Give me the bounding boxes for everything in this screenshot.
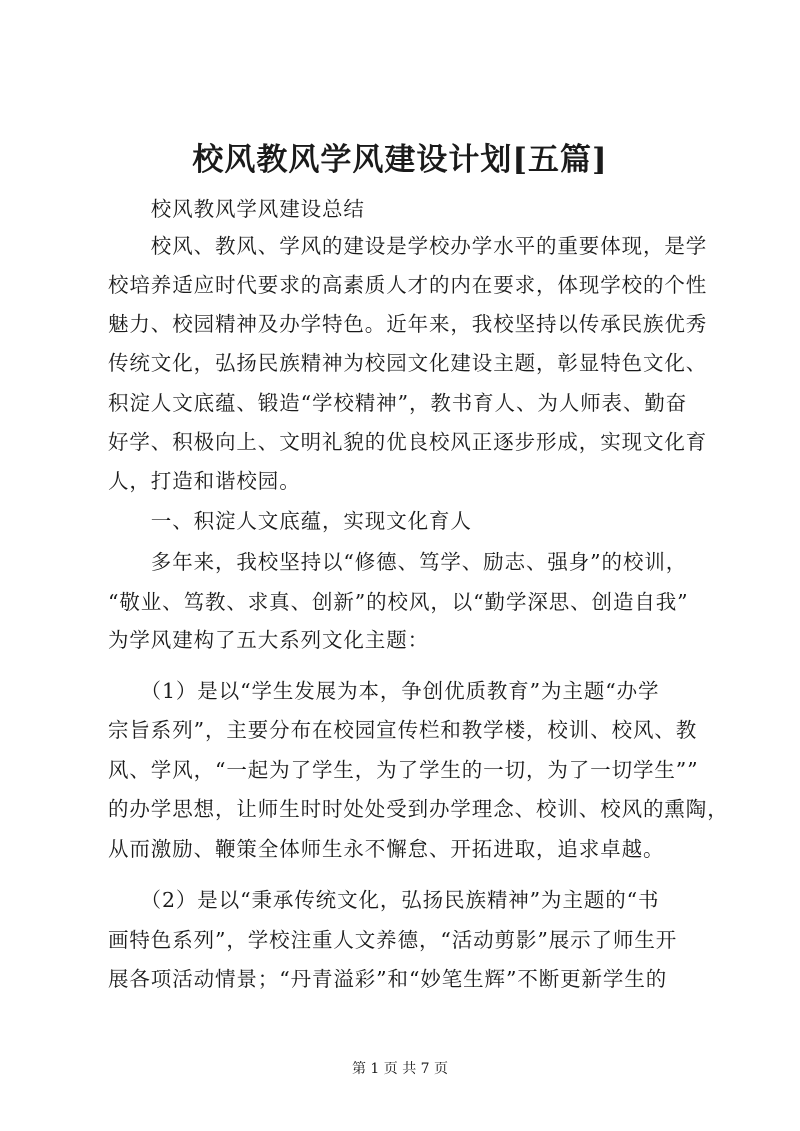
text-line: 校培养适应时代要求的高素质人才的内在要求，体现学校的个性 <box>108 273 708 297</box>
text-line: 风、学风，“一起为了学生，为了学生的一切，为了一切学生”” <box>108 758 699 782</box>
text-line: 校风教风学风建设总结 <box>108 197 365 221</box>
document-title: 校风教风学风建设计划[五篇] <box>192 142 608 178</box>
text-line: 宗旨系列”，主要分布在校园宣传栏和教学楼，校训、校风、教 <box>108 718 698 742</box>
text-line: 积淀人文底蕴、锻造“学校精神”，教书育人、为人师表、勤奋 <box>108 391 688 415</box>
text-line: 从而激励、鞭策全体师生永不懈怠、开拓进取，追求卓越。 <box>108 837 665 861</box>
text-line: “敬业、笃教、求真、创新”的校风，以“勤学深思、创造自我” <box>108 590 689 614</box>
text-line: （1）是以“学生发展为本，争创优质教育”为主题“办学 <box>108 679 660 703</box>
text-line: 为学风建构了五大系列文化主题： <box>108 628 429 652</box>
text-line: 画特色系列”，学校注重人文养德，“活动剪影”展示了师生开 <box>108 928 678 952</box>
text-line: 人，打造和谐校园。 <box>108 469 301 493</box>
text-line: 好学、积极向上、文明礼貌的优良校风正逐步形成，实现文化育 <box>108 430 708 454</box>
text-line: 展各项活动情景；“丹青溢彩”和“妙笔生辉”不断更新学生的 <box>108 967 668 991</box>
text-line: 魅力、校园精神及办学特色。近年来，我校坚持以传承民族优秀 <box>108 312 708 336</box>
page-number-footer: 第 1 页 共 7 页 <box>351 1061 449 1077</box>
text-line: 传统文化，弘扬民族精神为校园文化建设主题，彰显特色文化、 <box>108 351 708 375</box>
text-line: 一、积淀人文底蕴，实现文化育人 <box>108 509 472 533</box>
text-line: 多年来，我校坚持以“修德、笃学、励志、强身”的校训， <box>108 550 688 574</box>
text-line: （2）是以“秉承传统文化，弘扬民族精神”为主题的“书 <box>108 888 660 912</box>
text-line: 校风、教风、学风的建设是学校办学水平的重要体现，是学 <box>108 234 708 258</box>
text-line: 的办学思想，让师生时时处处受到办学理念、校训、校风的熏陶， <box>108 797 729 821</box>
